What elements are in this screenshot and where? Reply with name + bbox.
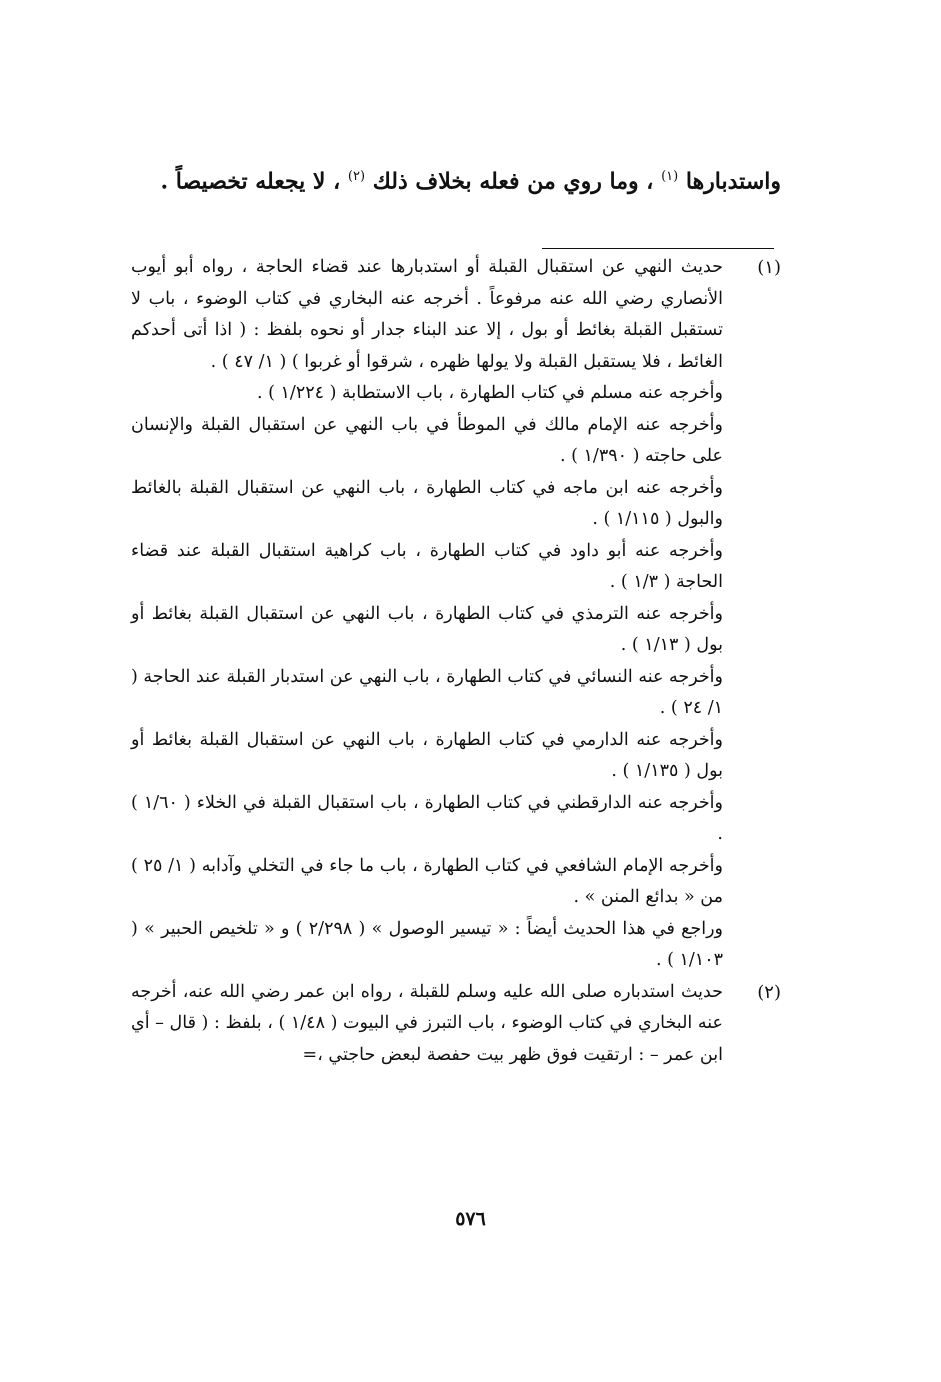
main-text-middle: ، وما روي من فعله بخلاف ذلك [372, 168, 654, 195]
footnote-paragraph: وراجع في هذا الحديث أيضاً : « تيسير الوصول » ( ٢/٢٩٨ ) و « تلخيص الحبير » ( ١/١٠٣ ) . [131, 918, 723, 970]
footnotes-section [131, 252, 781, 1071]
footnote-paragraph: وأخرجه عنه النسائي في كتاب الطهارة ، باب النهي عن استدبار القبلة عند الحاجة ( ١/ ٢٤ ) . [131, 666, 723, 718]
footnote-paragraph: وأخرجه الإمام الشافعي في كتاب الطهارة ، باب ما جاء في التخلي وآدابه ( ١/ ٢٥ ) من « بدائع المنن » . [131, 855, 723, 907]
footnote-2 [131, 977, 781, 1072]
footnote-paragraph: وأخرجه عنه الدارمي في كتاب الطهارة ، باب النهي عن استقبال القبلة بغائط أو بول ( ١/١٣٥ ) . [131, 729, 723, 781]
footnote-number: (٢) [757, 981, 781, 1003]
footnote-paragraph: وأخرجه عنه أبو داود في كتاب الطهارة ، باب كراهية استقبال القبلة عند قضاء الحاجة ( ١/٣ ) . [131, 540, 723, 592]
footnote-paragraph: وأخرجه عنه ابن ماجه في كتاب الطهارة ، باب النهي عن استقبال القبلة بالغائط والبول ( ١/١١٥ ) . [131, 477, 723, 529]
footnote-paragraph: حديث النهي عن استقبال القبلة أو استدبارها عند قضاء الحاجة ، رواه أبو أيوب الأنصاري رضي الله عنه مرفوعاً . أخرجه عنه البخاري في كتاب الوضوء ، باب لا تستقبل القبلة بغائط أو بول ، إلا عند البناء جدار أو نحوه بلفظ : ( اذا أتى أحدكم الغائط ، فلا يستقبل القبلة ولا يولها ظهره ، شرقوا أو غربوا ) ( ١/ ٤٧ ) . [131, 257, 723, 372]
footnote-ref-2[interactable]: (٢) [347, 169, 366, 184]
footnote-1 [131, 252, 781, 977]
main-text-after-footnote-2: ، لا يجعله تخصيصاً . [160, 168, 341, 195]
footnote-separator [542, 248, 774, 249]
footnote-ref-1[interactable]: (١) [661, 169, 679, 184]
footnote-paragraph: وأخرجه عنه الترمذي في كتاب الطهارة ، باب النهي عن استقبال القبلة بغائط أو بول ( ١/١٣ ) . [131, 603, 723, 655]
footnote-paragraph: وأخرجه عنه الإمام مالك في الموطأ في باب النهي عن استقبال القبلة والإنسان على حاجته ( ١/٣٩٠ ) . [131, 414, 723, 466]
footnote-paragraph: حديث استدباره صلى الله عليه وسلم للقبلة ، رواه ابن عمر رضي الله عنه، أخرجه عنه البخاري في كتاب الوضوء ، باب التبرز في البيوت ( ١/٤٨ ) ، بلفظ : ( قال – أي ابن عمر – : ارتقيت فوق ظهر بيت حفصة لبعض حاجتي ،= [131, 981, 723, 1065]
main-text-before-footnote-1: واستدبارها [685, 168, 781, 195]
footnote-number: (١) [757, 257, 781, 278]
footnote-paragraph: وأخرجه عنه الدارقطني في كتاب الطهارة ، باب استقبال القبلة في الخلاء ( ١/٦٠ ) . [131, 792, 723, 844]
main-text-line [141, 160, 781, 198]
footnote-paragraph: وأخرجه عنه مسلم في كتاب الطهارة ، باب الاستطابة ( ١/٢٢٤ ) . [257, 383, 723, 403]
page-number: ٥٧٦ [455, 1208, 486, 1230]
